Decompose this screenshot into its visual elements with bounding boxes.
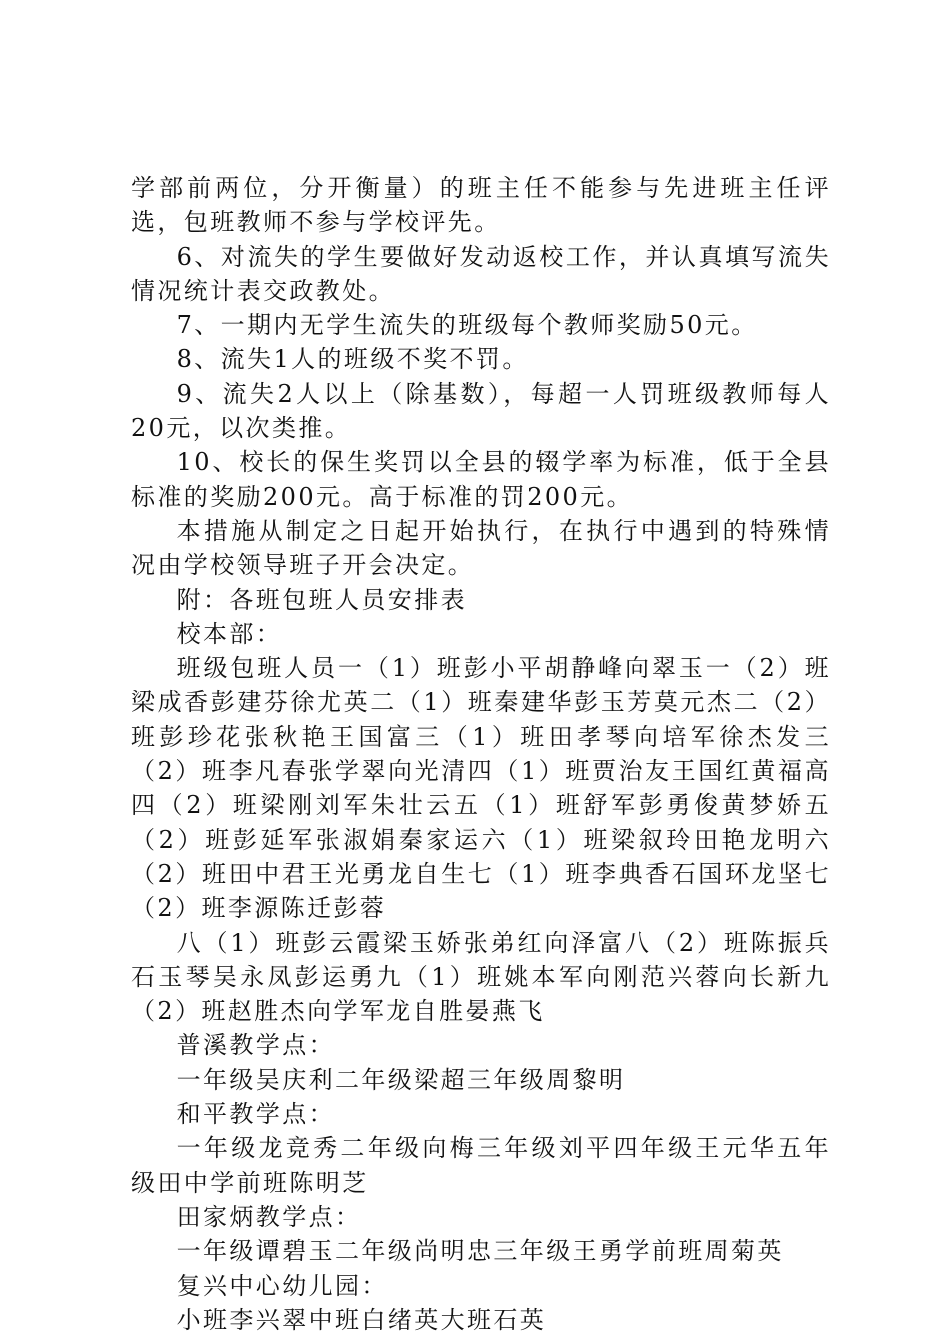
section-heading-heping: 和平教学点： [176,1100,335,1129]
paragraph-effective-date: 本措施从制定之日起开始执行，在执行中遇到的特殊情况由学校领导班子开会决定。 [131,516,831,580]
section-heading-puxi: 普溪教学点： [176,1031,335,1060]
paragraph-kindergarten-list: 小班李兴翠中班白绪英大班石英 [176,1305,547,1334]
paragraph-item-8: 8、流失1人的班级不奖不罚。 [176,345,529,374]
document-body [131,171,831,1337]
section-heading-kindergarten: 复兴中心幼儿园： [176,1271,388,1300]
paragraph-item-6: 6、对流失的学生要做好发动返校工作，并认真填写流失情况统计表交政教处。 [131,242,831,305]
paragraph-tianjiabing-list: 一年级谭碧玉二年级尚明忠三年级王勇学前班周菊英 [176,1237,784,1266]
paragraph-heping-list: 一年级龙竞秀二年级向梅三年级刘平四年级王元华五年级田中学前班陈明芝 [131,1134,831,1197]
paragraph-puxi-list: 一年级吴庆利二年级梁超三年级周黎明 [176,1065,626,1094]
paragraph-main-campus-list-cont: 八（1）班彭云霞梁玉娇张弟红向泽富八（2）班陈振兵石玉琴吴永凤彭运勇九（1）班姚本军向刚范兴蓉向长新九（2）班赵胜杰向学军龙自胜晏燕飞 [131,928,831,1026]
section-heading-tianjiabing: 田家炳教学点： [176,1202,362,1231]
paragraph-item-7: 7、一期内无学生流失的班级每个教师奖励50元。 [176,311,758,340]
paragraph-continuation: 学部前两位，分开衡量）的班主任不能参与先进班主任评选，包班教师不参与学校评先。 [131,174,831,237]
section-heading-main-campus: 校本部： [176,619,283,648]
paragraph-item-9: 9、流失2人以上（除基数），每超一人罚班级教师每人20元，以次类推。 [131,379,831,443]
paragraph-item-10: 10、校长的保生奖罚以全县的辍学率为标准，低于全县标准的奖励200元。高于标准的罚200元。 [131,448,831,511]
paragraph-main-campus-list: 班级包班人员一（1）班彭小平胡静峰向翠玉一（2）班梁成香彭建芬徐尤英二（1）班秦建华彭玉芳莫元杰二（2）班彭珍花张秋艳王国富三（1）班田孝琴向培军徐杰发三（2）班李凡春张学翠向光清四（1）班贾治友王国红黄福高四（2）班梁刚刘军朱壮云五（1）班舒军彭勇俊黄梦娇五（2）班彭延军张淑娟秦家运六（1）班梁叙玲田艳龙明六（2）班田中君王光勇龙自生七（1）班李典香石国环龙坚七（2）班李源陈迁彭蓉 [131,654,831,923]
paragraph-appendix-title: 附：各班包班人员安排表 [176,585,467,614]
